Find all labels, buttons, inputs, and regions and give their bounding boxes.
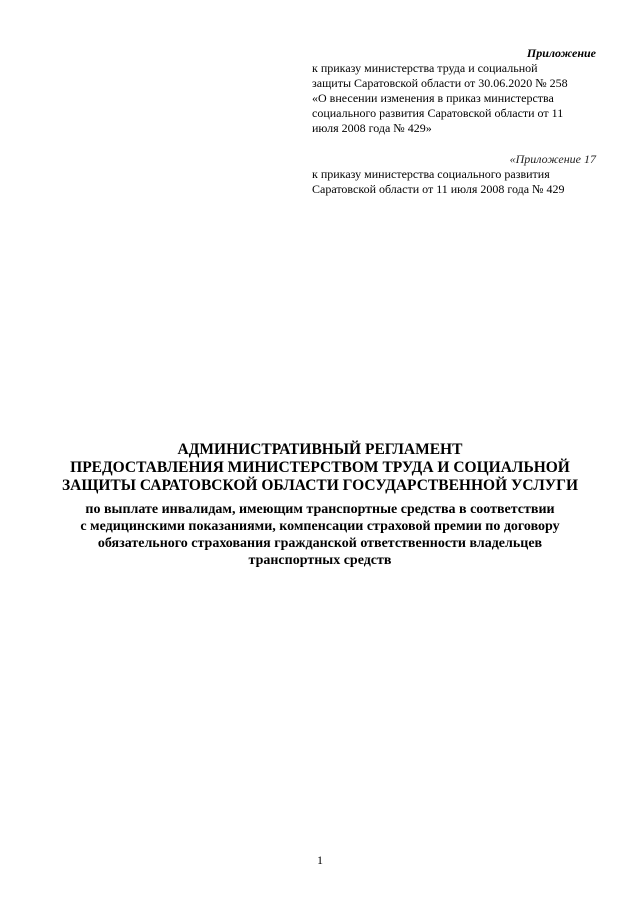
title-line: АДМИНИСТРАТИВНЫЙ РЕГЛАМЕНТ bbox=[177, 441, 463, 458]
subtitle-line: по выплате инвалидам, имеющим транспортные средства в соответствии bbox=[85, 502, 555, 517]
title-line: ПРЕДОСТАВЛЕНИЯ МИНИСТЕРСТВОМ ТРУДА И СОЦИАЛЬНОЙ bbox=[70, 459, 570, 476]
appendix-label: Приложение bbox=[526, 46, 596, 60]
subtitle-line: с медицинскими показаниями, компенсации страховой премии по договору bbox=[80, 519, 560, 534]
appendix-label: «Приложение 17 bbox=[509, 152, 596, 166]
appendix-order-2008 bbox=[312, 152, 596, 197]
appendix-line: июля 2008 года № 429» bbox=[312, 121, 432, 135]
appendix-line: к приказу министерства социального развития bbox=[312, 167, 550, 181]
title-line: ЗАЩИТЫ САРАТОВСКОЙ ОБЛАСТИ ГОСУДАРСТВЕННОЙ УСЛУГИ bbox=[61, 477, 579, 494]
subtitle-line: транспортных средств bbox=[248, 553, 392, 568]
regulation-title bbox=[40, 441, 600, 495]
appendix-line: социального развития Саратовской области от 11 bbox=[312, 106, 564, 120]
page-number: 1 bbox=[317, 853, 323, 867]
appendix-order-2020 bbox=[312, 46, 596, 136]
appendix-line: Саратовской области от 11 июля 2008 года № 429 bbox=[312, 182, 565, 196]
appendix-line: «О внесении изменения в приказ министерства bbox=[312, 91, 554, 105]
subtitle-line: обязательного страхования гражданской ответственности владельцев bbox=[97, 536, 543, 551]
appendix-line: защиты Саратовской области от 30.06.2020 № 258 bbox=[312, 76, 568, 90]
regulation-title-block bbox=[40, 441, 600, 569]
regulation-subtitle bbox=[40, 501, 600, 569]
appendix-line: к приказу министерства труда и социальной bbox=[312, 61, 538, 75]
